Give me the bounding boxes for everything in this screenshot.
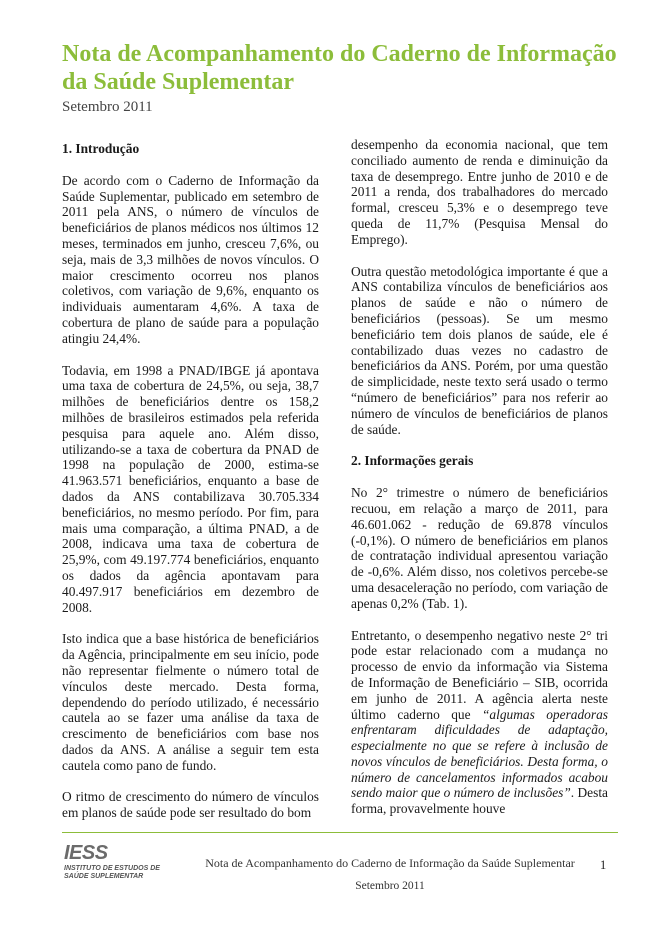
paragraph: No 2° trimestre o número de beneficiários recuou, em relação a março de 2011, para 46.601.062 - redução de 69.878 vínculos (-0,1%). O número de beneficiários em planos de contratação individual apresentou variação de -0,6%. Além disso, nos coletivos percebe-se uma desaceleração no período, com variação de apenas 0,2% (Tab. 1).: [351, 485, 608, 611]
paragraph: Todavia, em 1998 a PNAD/IBGE já apontava uma taxa de cobertura de 24,5%, ou seja, 38,7 milhões de beneficiários dentre os 158,2 milhões de brasileiros estimados pela referida pesquisa para aquele ano. Além disso, utilizando-se a taxa de cobertura da PNAD de 1998 na população de 2000, estima-se 41.963.571 beneficiários, enquanto a base de dados da ANS contabilizava 30.705.334 beneficiários, no mesmo período. Por fim, para mais uma comparação, a última PNAD, a de 2008, indicava uma taxa de cobertura de 25,9%, com 49.197.774 beneficiários, enquanto os dados da agência apontavam para 40.497.917 beneficiários em dezembro de 2008.: [62, 362, 319, 615]
logo-text: IESS: [64, 842, 108, 864]
paragraph: desempenho da economia nacional, que tem conciliado aumento de renda e diminuição da taxa de desemprego. Entre junho de 2010 e de 2011 a renda, dos trabalhadores do mercado formal, cresceu 5,3% e o desemprego teve queda de 11,7% (Pesquisa Mensal do Emprego).: [351, 137, 608, 247]
document-date: Setembro 2011: [62, 99, 153, 115]
right-column: [351, 137, 608, 833]
paragraph-text: Entretanto, o desempenho negativo neste 2° tri pode estar relacionado com a mudança no processo de envio da informação via Sistema de Informação de Beneficiário – SIB, ocorrida em junho de 2011. A agência alerta neste último caderno que: [351, 627, 608, 722]
paragraph-text: . Desta forma, provavelmente houve: [351, 785, 608, 817]
logo-mark: [64, 843, 204, 863]
page-number: 1: [600, 858, 607, 872]
document-title: Nota de Acompanhamento do Caderno de Informação da Saúde Suplementar: [62, 41, 617, 95]
footer-divider: [62, 832, 618, 833]
paragraph: De acordo com o Caderno de Informação da Saúde Suplementar, publicado em setembro de 2011 pela ANS, o número de vínculos de beneficiários de planos médicos nos últimos 12 meses, terminados em junho, cresceu 7,6%, ou seja, mais de 3,3 milhões de novos vínculos. O maior crescimento ocorreu nos planos coletivos, com variação de 9,6%, enquanto os individuais aumentaram 4,6%. A taxa de cobertura de plano de saúde para a população atingiu 24,4%.: [62, 172, 319, 346]
paragraph: Isto indica que a base histórica de beneficiários da Agência, principalmente em seu início, pode não representar fielmente o número total de vínculos deste mercado. Desta forma, dependendo do período utilizado, é necessário cautela ao se fazer uma análise da taxa de crescimento de beneficiários com base nos dados da ANS. A análise a seguir tem esta cautela como pano de fundo.: [62, 631, 319, 773]
section-heading-introducao: 1. Introdução: [62, 141, 140, 156]
paragraph: Outra questão metodológica importante é que a ANS contabiliza vínculos de beneficiários aos planos de saúde e não o número de beneficiários (pessoas). Se um mesmo beneficiário tem dois planos de saúde, ele é contabilizado duas vezes no cadastro de beneficiários da ANS. Porém, por uma questão de simplicidade, neste texto será usado o termo “número de beneficiários” para nos referir ao número de vínculos de beneficiários de planos de saúde.: [351, 263, 608, 437]
footer-title: Nota de Acompanhamento do Caderno de Informação da Saúde Suplementar: [205, 856, 575, 870]
quote-text: “algumas operadoras enfrentaram dificuldades de adaptação, especialmente no que se refere à inclusão de novos vínculos de beneficiários. Desta forma, o número de cancelamentos informados acabou sendo maior que o número de inclusões”: [351, 706, 608, 801]
section-heading-informacoes-gerais: 2. Informações gerais: [351, 453, 474, 469]
paragraph: O ritmo de crescimento do número de vínculos em planos de saúde pode ser resultado do bom: [62, 789, 319, 821]
iess-logo: [64, 843, 204, 889]
footer-date: Setembro 2011: [355, 880, 425, 892]
logo-subtitle: INSTITUTO DE ESTUDOS DE SAÚDE SUPLEMENTAR: [64, 865, 160, 880]
left-column: [62, 133, 319, 837]
paragraph: [351, 628, 608, 818]
